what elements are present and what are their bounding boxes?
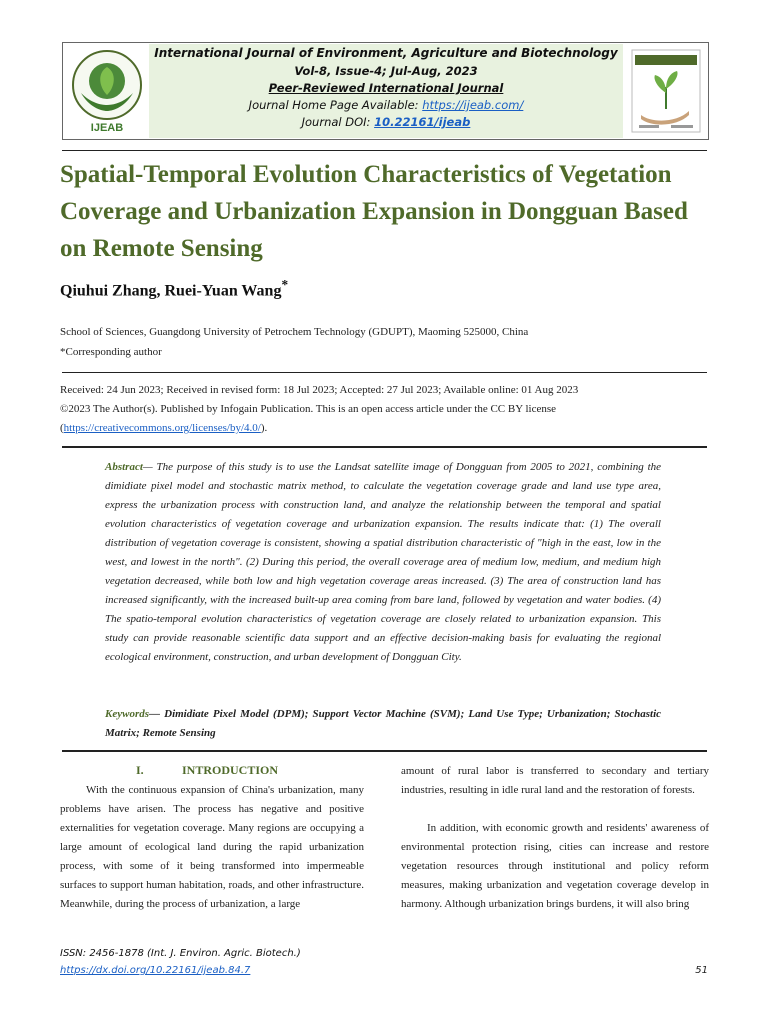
journal-logo-left — [67, 45, 147, 137]
homepage-link[interactable]: https://ijeab.com/ — [422, 98, 524, 112]
keywords-label: Keywords — [105, 708, 149, 720]
corresponding-mark: * — [281, 277, 289, 292]
intro-right-paragraph-2: In addition, with economic growth and residents' awareness of environmental protection rising, cities can increase and restore vegetation resources through institutional and policy reform measures, making urbanization and vegetation coverage develop in harmony. Although urbanization brings burdens, it will also bring — [401, 822, 709, 910]
submission-dates: Received: 24 Jun 2023; Received in revised form: 18 Jul 2023; Accepted: 27 Jul 2023; Available online: 01 Aug 2023 — [60, 384, 579, 396]
abstract — [105, 458, 661, 667]
section-title: INTRODUCTION — [182, 763, 279, 777]
page-number: 51 — [695, 965, 708, 976]
keywords-dash: — — [149, 708, 165, 720]
paper-title: Spatial-Temporal Evolution Characteristics of Vegetation Coverage and Urbanization Expansion in Dongguan Based on Remote Sensing — [60, 161, 688, 262]
keywords-text: Dimidiate Pixel Model (DPM); Support Vector Machine (SVM); Land Use Type; Urbanization; Stochastic Matrix; Remote Sensing — [105, 708, 662, 739]
affiliation: School of Sciences, Guangdong University of Petrochem Technology (GDUPT), Maoming 525000, China — [60, 326, 529, 338]
abstract-dash: — — [142, 461, 157, 473]
journal-name: International Journal of Environment, Agriculture and Biotechnology — [154, 46, 618, 60]
journal-doi-link[interactable]: 10.22161/ijeab — [374, 115, 471, 129]
abstract-bottom-divider — [62, 750, 707, 752]
license-close-paren: ). — [260, 422, 268, 434]
author-names: Qiuhui Zhang, Ruei-Yuan Wang — [60, 282, 282, 300]
journal-cover-thumbnail — [631, 49, 701, 133]
authors — [60, 277, 288, 300]
footer-issn: ISSN: 2456-1878 (Int. J. Environ. Agric. Biotech.) — [60, 948, 301, 959]
abstract-top-divider — [62, 446, 707, 448]
footer-doi-link[interactable]: https://dx.doi.org/10.22161/ijeab.84.7 — [60, 965, 251, 976]
license-statement: ©2023 The Author(s). Published by Infogain Publication. This is an open access article under the CC BY license — [60, 403, 557, 415]
affiliation-divider — [62, 372, 707, 373]
section-number: I. — [136, 763, 144, 777]
journal-header — [62, 42, 709, 140]
homepage-label: Journal Home Page Available: — [248, 98, 423, 112]
license-link-line — [60, 422, 267, 434]
doi-label: Journal DOI: — [301, 115, 375, 129]
intro-left-column: With the continuous expansion of China's urbanization, many problems have arisen. The process has negative and positive externalities for vegetation coverage. Many regions are occupying a large amount of ecological land during the rapid urbanization process, with some of it being transformed into impermeable surfaces to support human habitation, roads, and other infrastructure. Meanwhile, during the process of urbanization, a large — [60, 784, 364, 910]
journal-volume: Vol-8, Issue-4; Jul-Aug, 2023 — [294, 64, 478, 78]
intro-right-paragraph-1: amount of rural labor is transferred to secondary and tertiary industries, resulting in idle rural land and the restoration of forests. — [401, 765, 709, 796]
svg-text:IJEAB: IJEAB — [90, 122, 124, 134]
license-open-paren: ( — [60, 422, 64, 434]
abstract-label: Abstract — [105, 461, 143, 473]
keywords — [105, 705, 661, 743]
doi-line — [149, 115, 623, 129]
peer-reviewed-label: Peer-Reviewed International Journal — [268, 81, 504, 95]
corresponding-note: *Corresponding author — [60, 346, 162, 358]
homepage-line — [149, 98, 623, 112]
abstract-text: The purpose of this study is to use the Landsat satellite image of Dongguan from 2005 to 2021, combining the dimidiate pixel model and stochastic matrix method, to calculate the vegetation coverage grade and land use type area, express the urbanization process with construction land, and analyze the relationship between the temporal and spatial evolution characteristics of vegetation coverage and urbanization expansion. The results indicate that: (1) The overall distribution of vegetation coverage is consistent, showing a spatial distribution characteristic of "high in the east, low in the west, and lowest in the north". (2) During this period, the overall coverage area of medium low, medium, and medium high vegetation decreased, while both low and high vegetation coverage areas increased. (3) The area of construction land has increased significantly, with the increased built-up area coming from bare land, followed by vegetation and water bodies. (4) The spatio-temporal evolution characteristics of vegetation coverage are closely related to urbanization expansion. This study can provide reasonable scientific data support and an effective decision-making basis for evaluating the regional ecological environment, construction, and urban development of Dongguan City. — [105, 461, 662, 663]
header-divider — [62, 150, 707, 151]
license-link[interactable]: https://creativecommons.org/licenses/by/4.0/ — [63, 422, 261, 434]
